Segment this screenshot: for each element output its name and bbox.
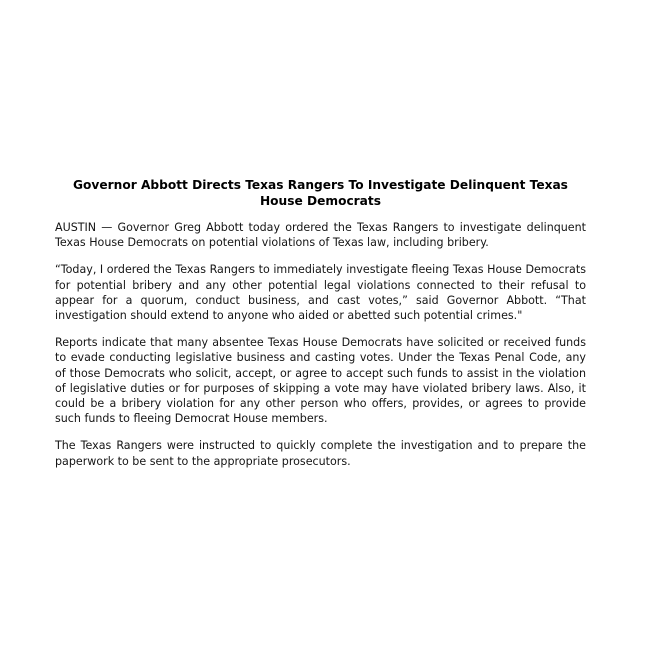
paragraph-instructions: The Texas Rangers were instructed to quickly complete the investigation and to prepare the paperwork to be sent to the appropriate prosecutors. <box>55 439 586 468</box>
press-release <box>55 178 586 481</box>
paragraph-dateline: AUSTIN — Governor Greg Abbott today ordered the Texas Rangers to investigate delinquent Texas House Democrats on potential violations of Texas law, including bribery. <box>55 221 586 250</box>
paragraph-quote: “Today, I ordered the Texas Rangers to immediately investigate fleeing Texas House Democrats for potential bribery and any other potential legal violations connected to their refusal to appear for a quorum, conduct business, and cast votes,” said Governor Abbott. “That investigation should extend to anyone who aided or abetted such potential crimes." <box>55 263 586 323</box>
paragraph-reports: Reports indicate that many absentee Texas House Democrats have solicited or received funds to evade conducting legislative business and casting votes. Under the Texas Penal Code, any of those Democrats who solicit, accept, or agree to accept such funds to assist in the violation of legislative duties or for purposes of skipping a vote may have violated bribery laws. Also, it could be a bribery violation for any other person who offers, provides, or agrees to provide such funds to fleeing Democrat House members. <box>55 336 586 426</box>
headline: Governor Abbott Directs Texas Rangers To Investigate Delinquent Texas House Democrats <box>73 178 568 208</box>
